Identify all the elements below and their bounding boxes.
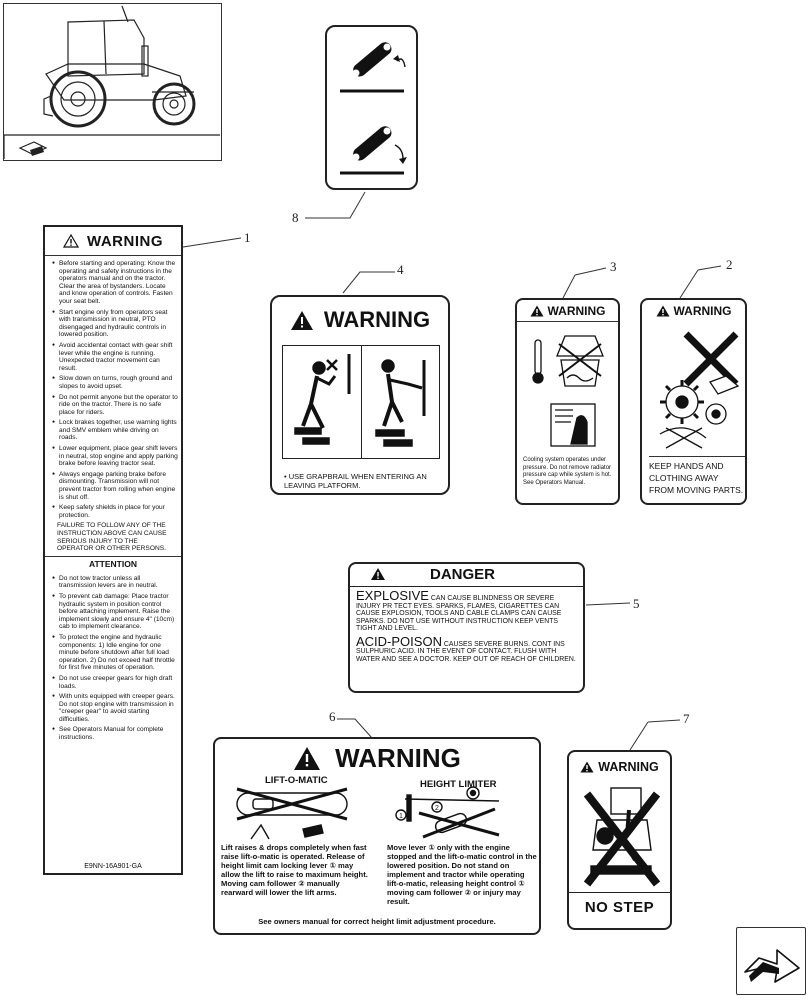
decal-5-explosive-lead: EXPLOSIVE: [356, 588, 429, 603]
decal-5-explosive-block: [356, 588, 578, 633]
callout-2: 2: [726, 257, 733, 272]
decal-4-title: WARNING: [323, 307, 431, 332]
callout-3: 3: [610, 259, 617, 274]
warning-triangle-icon: [63, 234, 79, 248]
decal-7-no-step: [567, 750, 672, 930]
decal-6-right-text: Move lever ① only with the engine stopped and the lift-o-matic control in the lowered position. Do not stand on implement and tractor while operating lift-o-matic, releasing height control ① moving cam follower ② or injury may result.: [387, 843, 537, 906]
decal-1-operator-warning: [43, 225, 183, 875]
book-page-icon: [20, 142, 46, 156]
decal-1-item: ● Lower equipment, place gear shift levers in neutral, stop engine and apply parking brake before leaving tractor seat.: [52, 445, 178, 468]
warning-triangle-icon: [656, 305, 670, 317]
decal-4-right-way-pictogram: [361, 346, 440, 458]
decal-1-attention-item: ● See Operators Manual for complete instructions.: [52, 726, 178, 741]
warning-triangle-icon: [293, 746, 321, 771]
decal-6-right-title: HEIGHT LIMITER: [420, 779, 497, 790]
lift-lever-up-icon: [340, 40, 405, 91]
decal-3-cooling-warning: [515, 298, 620, 505]
decal-1-attention-item: ● With units equipped with creeper gears. Do not stop engine with transmission in "creeper gear" to avoid starting difficulties.: [52, 693, 178, 723]
lift-lever-down-icon: [340, 124, 407, 173]
tractor-thumbnail-icon: [4, 4, 220, 159]
decal-7-divider: [569, 892, 670, 893]
decal-1-attention-title: ATTENTION: [45, 556, 181, 571]
callout-7: 7: [683, 711, 690, 726]
decal-1-attention-item: ● Do not use creeper gears for high draft loads.: [52, 675, 178, 690]
tractor-thumbnail: [3, 3, 222, 161]
decal-3-text: Cooling system operates under pressure. Do not remove radiator pressure cap while system is hot. See Operators Manual.: [523, 457, 612, 486]
decal-5-acid-text: CAUSES SEVERE BURNS. CONT INS SULPHURIC ACID. IN THE EVENT OF CONTACT. FLUSH WITH WATER AND SEE A DOCTOR. KEEP OUT OF REACH OF CHILDREN.: [356, 640, 576, 663]
decal-2-title: WARNING: [673, 304, 732, 318]
decal-1-item: ● Keep safety shields in place for your protection.: [52, 504, 178, 519]
warning-triangle-icon: [580, 761, 594, 773]
callout-5: 5: [633, 596, 640, 611]
decal-5-battery-danger: [348, 562, 585, 693]
decal-6-lift-o-matic-warning: [213, 737, 541, 935]
decal-1-part-code: E9NN-16A901-GA: [84, 863, 142, 870]
decal-1-item: ● Before starting and operating: Know the operating and safety instructions in the operators manual and on the tractor. Clear the area of bystanders. Locate and know operation of controls. Fasten your seat belt.: [52, 260, 178, 306]
warning-triangle-icon: [370, 567, 386, 581]
decal-1-item: ● Slow down on turns, rough ground and slopes to avoid upset.: [52, 375, 178, 390]
decal-3-title: WARNING: [547, 304, 606, 318]
decal-1-item: ● Do not permit anyone but the operator to ride on the tractor. There is no safe place for riders.: [52, 394, 178, 417]
callout-8: 8: [292, 210, 299, 225]
decal-1-attention-item: ● Do not tow tractor unless all transmission levers are in neutral.: [52, 575, 178, 590]
decal-7-title: WARNING: [598, 760, 659, 774]
warning-triangle-icon: [530, 305, 544, 317]
callout-1: 1: [244, 230, 251, 245]
decal-6-pictograms: [223, 785, 533, 845]
decal-4-wrong-way-pictogram: [283, 346, 361, 458]
callout-6: 6: [329, 709, 336, 724]
decal-7-no-step-pictogram: [577, 780, 665, 890]
decal-1-item: ● Always engage parking brake before dismounting. Transmission will not prevent tractor from rolling when engine is shut off.: [52, 471, 178, 501]
decal-1-item: ● Start engine only from operators seat with transmission in neutral, PTO disengaged and hydraulic controls in lowered position.: [52, 309, 178, 339]
next-page-button[interactable]: [736, 927, 806, 995]
decal-6-footer: See owners manual for correct height limit adjustment procedure.: [258, 917, 496, 926]
decal-1-item: ● Avoid accidental contact with gear shift lever while the engine is running. Unexpected tractor movement can result.: [52, 342, 178, 372]
decal-4-pictograms: [282, 345, 440, 459]
decal-6-title: WARNING: [335, 743, 461, 773]
decal-6-left-title: LIFT-O-MATIC: [265, 775, 328, 786]
page-arrow-icon: [737, 928, 804, 993]
decal-8-lift-lever: [325, 25, 418, 190]
callout-4: 4: [397, 262, 404, 277]
warning-triangle-icon: [290, 310, 314, 331]
decal-4-caption: • USE GRAPBRAIL WHEN ENTERING AN LEAVING PLATFORM.: [284, 472, 427, 490]
decal-1-attention-item: ● To prevent cab damage: Place tractor hydraulic system in position control before attaching implement. Raise the implement slowly and ensure 4" (10cm) cab to implement clearance.: [52, 593, 178, 631]
decal-5-acid-block: [356, 633, 578, 664]
decal-5-acid-lead: ACID-POISON: [356, 633, 442, 649]
decal-1-item: ● Lock brakes together, use warning lights and SMV emblem while driving on roads.: [52, 419, 178, 442]
decal-2-fan-pictogram: [646, 324, 744, 454]
decal-6-left-text: Lift raises & drops completely when fast raise lift-o-matic is operated. Release of height limit cam locking lever ① may allow the lift to raise to maximum height. Moving cam follower ② manually rearward will lower the lift arms.: [221, 843, 368, 897]
decal-1-title: WARNING: [87, 232, 163, 250]
decal-7-text: NO STEP: [584, 899, 655, 916]
decal-2-text: KEEP HANDS AND CLOTHING AWAY FROM MOVING PARTS.: [649, 456, 745, 496]
decal-1-attention-item: ● To protect the engine and hydraulic components: 1) Idle engine for one minute before shutdown after full load operation. 2) Do not exceed half throttle for first five minutes of operation.: [52, 634, 178, 672]
decal-6-marker-1: 1: [399, 813, 403, 820]
decal-2-moving-parts-warning: [640, 298, 747, 505]
decal-5-explosive-text: CAN CAUSE BLINDNESS OR SEVERE INJURY PR TECT EYES. SPARKS, FLAMES, CIGARETTES CAN CAUSE EXPLOSION, TOOLS AND CABLE CLAMPS CAN CAUSE SPARKS. DO NOT USE WITHOUT INSTRUCTION KEEP VENTS TIGHT AND LEVEL.: [356, 595, 562, 632]
decal-1-failure-note: FAILURE TO FOLLOW ANY OF THE INSTRUCTION ABOVE CAN CAUSE SERIOUS INJURY TO THE OPERATOR OR OTHER PERSONS.: [57, 522, 167, 553]
decal-4-grab-rail-warning: [270, 295, 450, 495]
decal-6-marker-2: 2: [435, 805, 439, 812]
decal-3-radiator-pictogram: [521, 326, 617, 454]
decal-5-title: DANGER: [430, 566, 496, 583]
